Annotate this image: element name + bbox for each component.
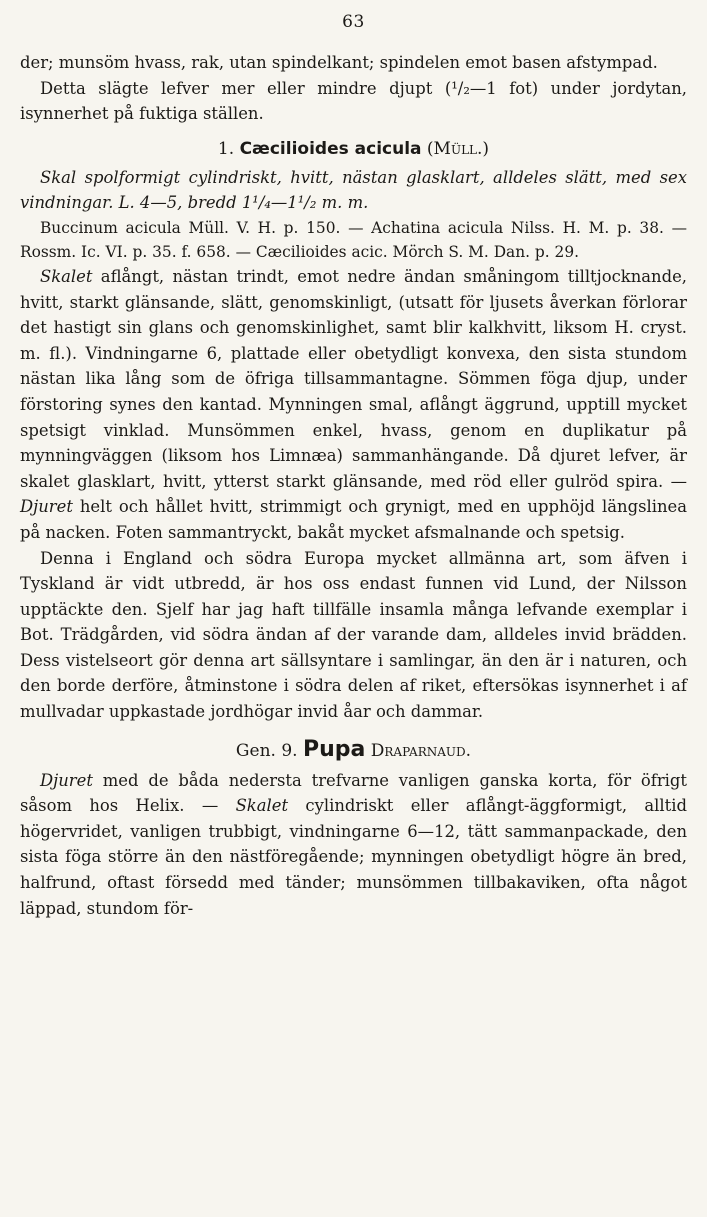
genus-label: Gen. 9.	[235, 740, 298, 761]
paragraph-habitat: Detta slägte lefver mer eller mindre djupt (¹/₂—1 fot) under jordytan, isynnerhet på fuktiga ställen.	[20, 78, 687, 124]
genus-text-1: med de båda nedersta trefvarne vanligen ganska korta, för öfrigt såsom hos Helix. —	[20, 770, 687, 816]
species-references: Buccinum acicula Müll. V. H. p. 150. — Achatina acicula Nilss. H. M. p. 38. — Rossm. Ic. VI. p. 35. f. 658. — Cæcilioides acic. Mörch S. M. Dan. p. 29.	[20, 218, 687, 261]
genus-text-2: cylindriskt eller aflångt-äggformigt, alltid högervridet, vanligen trubbigt, vindningarne 6—12, tätt sammanpackade, den sista föga större än den nästföregående; mynningen obetydligt högre än bred, halfrund, oftast försedd med tänder; munsömmen tillbakaviken, ofta något läppad, stundom för-	[20, 796, 687, 918]
species-description	[20, 264, 687, 546]
genus-description	[20, 768, 687, 922]
species-name: Cæcilioides acicula	[239, 138, 422, 159]
description-text: aflångt, nästan trindt, emot nedre ändan småningom tilltjocknande, hvitt, starkt glänsande, slätt, genomskinligt, (utsatt för ljusets åverkan förlorar det hastigt sin glans och genomskinlighet, samt blir kalkhvitt, liksom H. cryst. m. fl.). Vindningarne 6, plattade eller obetydligt konvexa, den sista stundom nästan lika lång som de öfriga tillsammantagne. Sömmen föga djup, under förstoring synes den kantad. Mynningen smal, aflångt äggrund, upptill mycket spetsigt vinklad. Munsömmen enkel, hvass, genom en duplikatur på mynningväggen (liksom hos Limnæa) sammanhängande. Då djuret lefver, är skalet glasklart, hvitt, ytterst starkt glänsande, med röd eller gulröd spira. —	[20, 266, 687, 491]
genus-lead-2: Skalet	[235, 796, 289, 816]
species-author: (Müll.)	[426, 138, 490, 159]
genus-lead: Djuret	[40, 770, 93, 790]
description-text-2: helt och hållet hvitt, strimmigt och grynigt, med en upphöjd längslinea på nacken. Foten sammantryckt, bakåt mycket afsmalnande och spetsig.	[20, 497, 687, 542]
genus-author: Draparnaud.	[370, 740, 472, 761]
description-lead-2: Djuret	[20, 497, 73, 517]
description-lead: Skalet	[40, 266, 93, 286]
paragraph-continuation: der; munsöm hvass, rak, utan spindelkant; spindelen emot basen afstympad.	[20, 53, 658, 72]
species-distribution: Denna i England och södra Europa mycket allmänna art, som äfven i Tyskland är vidt utbredd, är hos oss endast funnen vid Lund, der Nilsson upptäckte den. Sjelf har jag haft tillfälle insamla många lefvande exemplar i Bot. Trädgården, vid södra ändan af der varande dam, alldeles invid brädden. Dess vistelseort gör denna art sällsyntare i samlingar, än den är i naturen, och den borde derföre, åtminstone i södra delen af riket, eftersökas isynnerhet i af mullvadar uppkastade jordhögar invid åar och dammar.	[20, 548, 687, 722]
genus-name: Pupa	[302, 736, 366, 762]
page-number: 63	[342, 12, 365, 32]
document-page	[20, 12, 687, 921]
species-diagnosis: Skal spolformigt cylindriskt, hvitt, nästan glasklart, alldeles slätt, med sex vindningar. L. 4—5, bredd 1¹/₄—1¹/₂ m. m.	[20, 167, 687, 213]
species-heading	[20, 139, 687, 159]
genus-heading	[20, 737, 687, 762]
species-number: 1.	[217, 138, 235, 159]
